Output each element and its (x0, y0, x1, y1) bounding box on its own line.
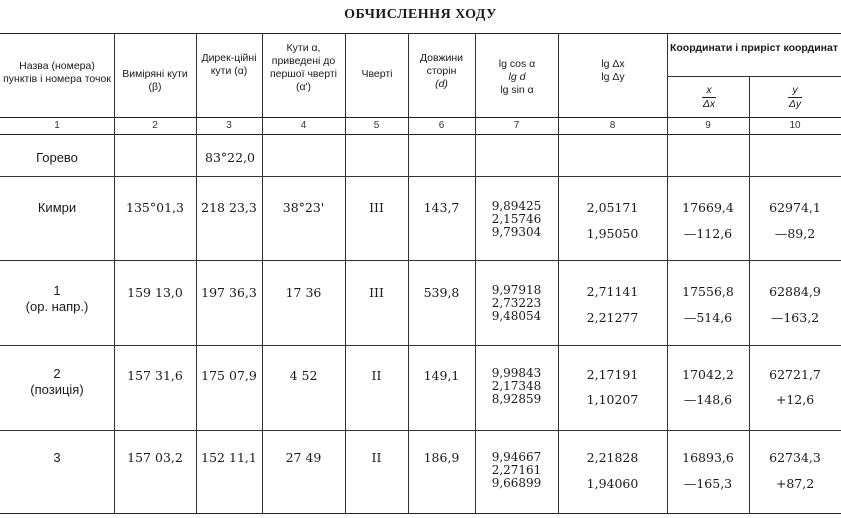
direction-angle: 83°22,0 (205, 150, 255, 165)
log-values (475, 200, 558, 239)
col-divider (475, 33, 476, 513)
col-divider (667, 33, 668, 513)
side-length: 143,7 (423, 200, 460, 215)
col-divider (262, 33, 263, 513)
header-lg-dx: lg Δx (601, 58, 625, 70)
direction-angle: 175 07,9 (201, 368, 257, 383)
header-direction-angles: Дирек-ційні кути (α) (201, 52, 257, 77)
lg-d-value: 2,27161 (491, 463, 542, 477)
col-number: 10 (789, 120, 801, 131)
coord-header-divider (667, 76, 841, 77)
reduced-angle: 17 36 (285, 285, 322, 300)
log-values (475, 451, 558, 490)
lg-cos-value: 9,97918 (491, 283, 542, 297)
header-dy: Δy (788, 98, 802, 110)
table-top-rule (0, 33, 841, 34)
dy-increment: +12,6 (775, 392, 815, 407)
lg-dx-value: 2,21828 (586, 450, 639, 465)
header-side-lengths (410, 52, 473, 91)
header-side-lengths-label: Довжини сторін (419, 52, 464, 77)
lg-dy-value: 1,95050 (586, 226, 639, 241)
direction-angle: 152 11,1 (201, 450, 257, 465)
lg-cos-value: 9,99843 (491, 366, 542, 380)
row-divider (0, 260, 841, 261)
lg-d-value: 2,73223 (491, 296, 542, 310)
header-rule (0, 117, 841, 118)
log-values (475, 284, 558, 323)
col-number: 4 (300, 120, 307, 131)
col-number: 7 (513, 120, 520, 131)
header-point-names: Назва (номера) пунктів і номера точок (3, 60, 111, 85)
dx-increment: —148,6 (683, 392, 733, 407)
header-reduced-angles: Кути α, приведені до першої чверті (α') (270, 42, 337, 93)
page-title: ОБЧИСЛЕННЯ ХОДУ (344, 7, 497, 22)
header-logarithms (477, 58, 557, 97)
lg-sin-value: 8,92859 (491, 392, 542, 406)
measured-angle: 157 03,2 (127, 450, 183, 465)
row-divider (0, 176, 841, 177)
col-divider (196, 33, 197, 513)
quarter: III (369, 285, 384, 300)
col-divider (558, 33, 559, 513)
point-note: (позиція) (30, 382, 84, 397)
lg-dy-value: 1,94060 (586, 476, 639, 491)
header-lg-sin: lg sin α (500, 84, 534, 96)
col-number: 9 (705, 120, 711, 131)
row-divider (0, 430, 841, 431)
header-x: x (702, 84, 715, 98)
y-coordinate: 62974,1 (769, 200, 821, 215)
lg-dx-value: 2,17191 (586, 367, 639, 382)
side-length: 149,1 (423, 368, 460, 383)
x-coordinate: 17042,2 (682, 367, 734, 382)
reduced-angle: 4 52 (289, 368, 318, 383)
header-dx: Δx (702, 98, 716, 110)
table-bottom-rule (0, 513, 841, 514)
reduced-angle: 27 49 (285, 450, 322, 465)
col-divider (345, 33, 346, 513)
point-name: 1 (53, 283, 61, 298)
col-divider (114, 33, 115, 513)
direction-angle: 197 36,3 (201, 285, 257, 300)
col-number: 5 (373, 120, 380, 131)
header-coordinates: Координати і приріст координат (669, 42, 839, 54)
header-x-fraction (669, 84, 749, 111)
x-coordinate: 17669,4 (682, 200, 734, 215)
col-divider (408, 33, 409, 513)
lg-sin-value: 9,66899 (491, 476, 542, 490)
quarter: II (371, 368, 382, 383)
quarter: III (369, 200, 384, 215)
col-number: 6 (438, 120, 445, 131)
lg-dy-value: 2,21277 (586, 310, 639, 325)
col-number: 8 (609, 120, 616, 131)
header-lg-increments (560, 58, 666, 84)
header-side-lengths-symbol: (d) (435, 78, 448, 90)
y-coordinate: 62734,3 (769, 450, 821, 465)
reduced-angle: 38°23' (282, 200, 325, 215)
lg-dx-value: 2,71141 (586, 284, 639, 299)
y-coordinate: 62721,7 (769, 367, 821, 382)
header-measured-angles: Виміряні кути (β) (122, 68, 188, 93)
quarter: II (371, 450, 382, 465)
lg-sin-value: 9,79304 (491, 225, 542, 239)
lg-sin-value: 9,48054 (491, 309, 542, 323)
y-coordinate: 62884,9 (769, 284, 821, 299)
measured-angle: 135°01,3 (126, 200, 184, 215)
colnum-rule (0, 134, 841, 135)
header-lg-dy: lg Δy (601, 71, 625, 83)
lg-cos-value: 9,94667 (491, 450, 542, 464)
point-note: (ор. напр.) (25, 299, 89, 314)
point-name: Горево (36, 150, 78, 165)
col-number: 2 (152, 120, 158, 131)
log-values (475, 367, 558, 406)
side-length: 539,8 (423, 285, 460, 300)
direction-angle: 218 23,3 (201, 200, 257, 215)
side-length: 186,9 (423, 450, 460, 465)
dy-increment: +87,2 (775, 476, 815, 491)
header-y-fraction (751, 84, 839, 111)
dx-increment: —165,3 (683, 476, 733, 491)
row-divider (0, 345, 841, 346)
measured-angle: 159 13,0 (127, 285, 183, 300)
dy-increment: —163,2 (770, 310, 820, 325)
dx-increment: —514,6 (683, 310, 733, 325)
header-lg-cos: lg cos α (498, 58, 536, 70)
col-number: 3 (226, 120, 232, 131)
x-coordinate: 17556,8 (682, 284, 734, 299)
header-lg-d: lg d (508, 71, 526, 83)
header-quarters: Чверті (361, 68, 393, 80)
x-coordinate: 16893,6 (682, 450, 734, 465)
measured-angle: 157 31,6 (127, 368, 183, 383)
point-name: Кимри (37, 200, 77, 215)
point-name: 3 (53, 450, 61, 465)
lg-cos-value: 9,89425 (491, 199, 542, 213)
point-name: 2 (53, 366, 61, 381)
header-y: y (788, 84, 801, 98)
dy-increment: —89,2 (774, 226, 816, 241)
dx-increment: —112,6 (683, 226, 733, 241)
lg-dx-value: 2,05171 (586, 200, 639, 215)
lg-d-value: 2,17348 (491, 379, 542, 393)
lg-dy-value: 1,10207 (586, 392, 639, 407)
lg-d-value: 2,15746 (491, 212, 542, 226)
col-number: 1 (54, 120, 60, 131)
